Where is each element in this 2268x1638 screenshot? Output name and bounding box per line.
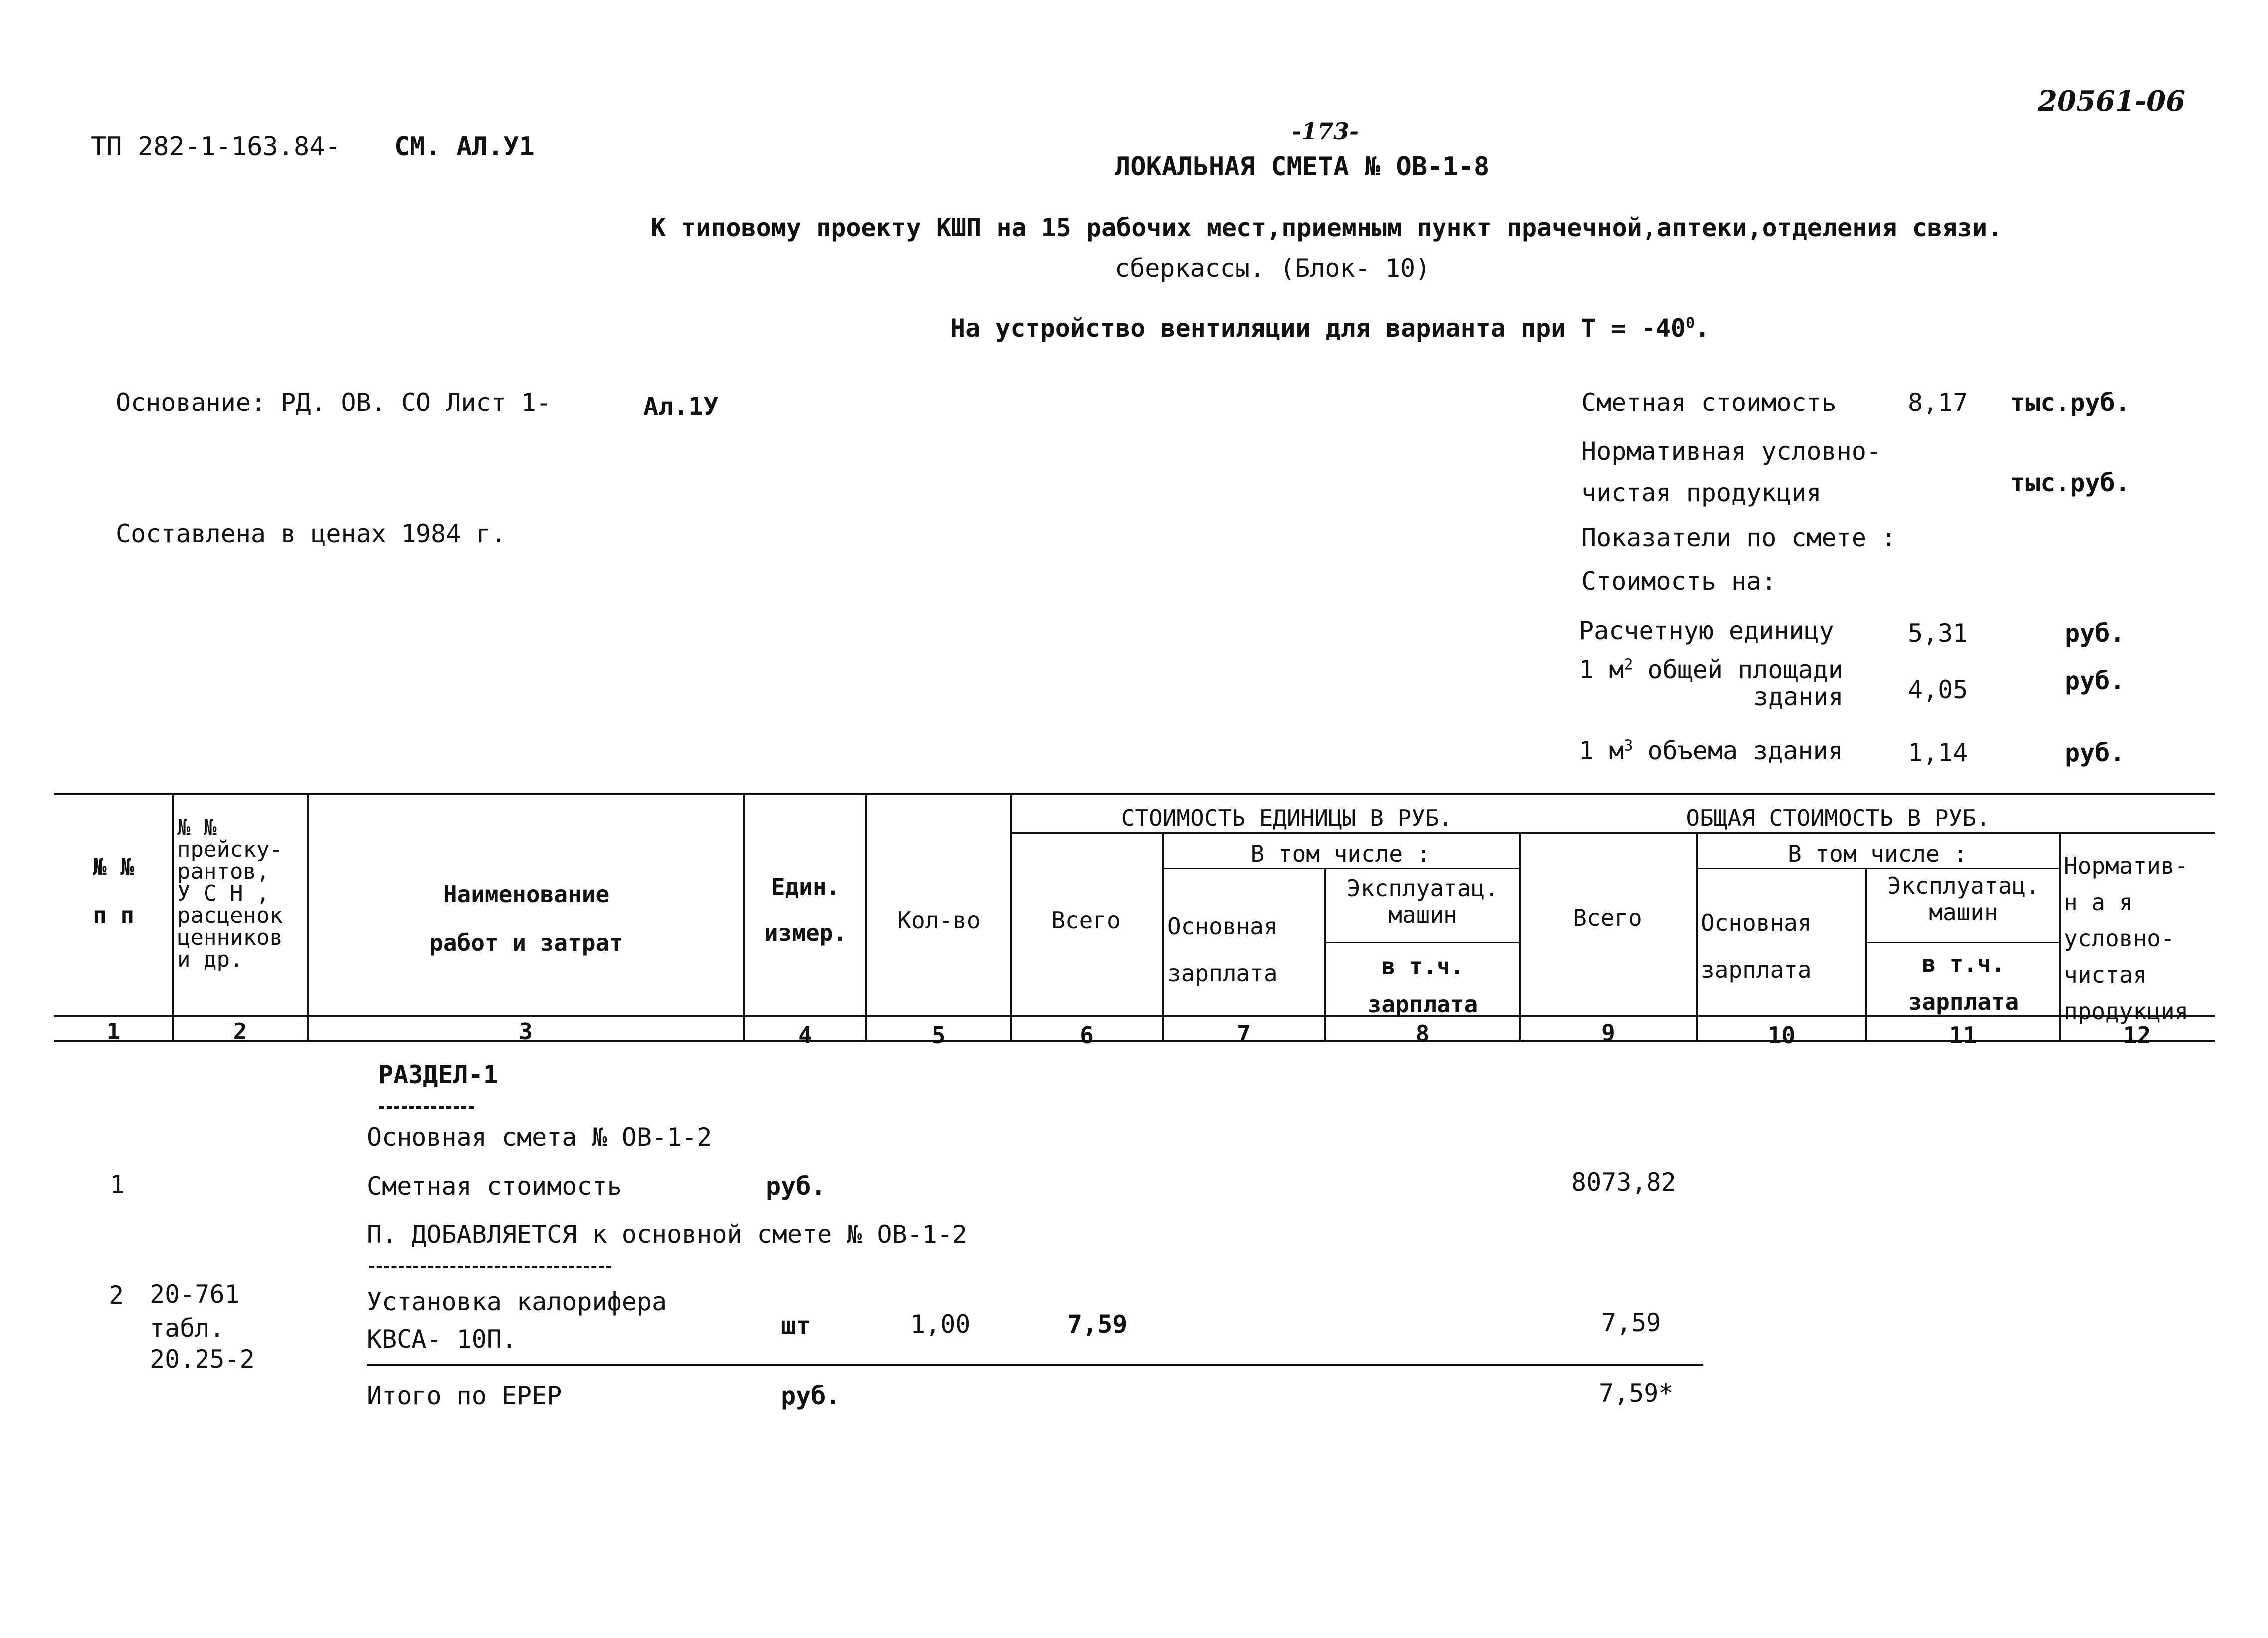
header-total-salary: Основная зарплата bbox=[1701, 909, 1812, 984]
added-label: П. ДОБАВЛЯЕТСЯ к основной смете № ОВ-1-2 bbox=[367, 1220, 968, 1249]
indicators-label: Показатели по смете : bbox=[1581, 523, 1897, 552]
area-value: 4,05 bbox=[1908, 675, 1968, 704]
row-2-unit: шт bbox=[781, 1311, 811, 1340]
header-total-total: Всего bbox=[1573, 904, 1642, 931]
row-2-code-2: табл. bbox=[150, 1314, 225, 1343]
subtitle-line-2: сберкассы. (Блок- 10) bbox=[1115, 254, 1431, 283]
unit-value: 5,31 bbox=[1908, 619, 1968, 648]
header-col-pricelist: № № прейску- рантов, У С Н , расценок ценников и др. bbox=[177, 815, 283, 972]
prices-label: Составлена в ценах 1984 г. bbox=[116, 519, 506, 548]
row-1-total: 8073,82 bbox=[1571, 1168, 1676, 1197]
summary-row-unit: руб. bbox=[781, 1381, 841, 1410]
header-col-qty: Кол-во bbox=[897, 907, 981, 934]
row-2-name-2: КВСА- 10П. bbox=[367, 1325, 517, 1354]
subtotal-rule bbox=[367, 1364, 1703, 1366]
header-group-unit-cost: СТОИМОСТЬ ЕДИНИЦЫ В РУБ. bbox=[1121, 805, 1453, 831]
header-unit-machine-salary: в т.ч. зарплата bbox=[1367, 953, 1478, 1018]
row-1-number: 1 bbox=[110, 1170, 125, 1199]
archive-number: 20561-06 bbox=[2038, 85, 2185, 118]
column-number-11: 11 bbox=[1949, 1022, 1977, 1049]
row-2-name-1: Установка калорифера bbox=[367, 1287, 667, 1316]
column-number-5: 5 bbox=[931, 1022, 946, 1049]
doc-reference: СМ. АЛ.У1 bbox=[394, 132, 535, 162]
column-number-6: 6 bbox=[1080, 1022, 1094, 1049]
summary-row-total: 7,59* bbox=[1599, 1379, 1674, 1408]
subtitle-line-3-text: На устройство вентиляции для варианта при Т = -40 bbox=[950, 314, 1686, 343]
header-unit-incl: В том числе : bbox=[1250, 840, 1431, 867]
volume-label bbox=[1579, 738, 1843, 763]
norm-unit: тыс.руб. bbox=[2010, 468, 2130, 497]
section-underline bbox=[379, 1106, 474, 1109]
header-col-unit: Един. измер. bbox=[764, 873, 847, 946]
subtitle-line-1: К типовому проекту КШП на 15 рабочих мест,приемным пункт прачечной,аптеки,отделения связи. bbox=[651, 213, 2003, 242]
header-col-number: № № п п bbox=[92, 853, 135, 929]
header-col-norm-product: Норматив- н а я условно- чистая продукция bbox=[2064, 852, 2189, 1024]
volume-value: 1,14 bbox=[1908, 738, 1968, 767]
basis-label: Основание: РД. ОВ. СО Лист 1- bbox=[116, 388, 551, 417]
volume-unit: руб. bbox=[2065, 738, 2125, 767]
volume-label-2: объема здания bbox=[1633, 736, 1843, 765]
area-label bbox=[1579, 657, 1843, 682]
header-unit-machines: Эксплуатац. машин bbox=[1347, 875, 1499, 928]
column-number-2: 2 bbox=[233, 1018, 247, 1045]
added-underline bbox=[369, 1266, 611, 1268]
cost-label: Сметная стоимость bbox=[1581, 388, 1837, 417]
page-title: ЛОКАЛЬНАЯ СМЕТА № ОВ-1-8 bbox=[1115, 152, 1490, 182]
row-1-unit: руб. bbox=[766, 1172, 826, 1201]
subtitle-line-3-end: . bbox=[1695, 314, 1710, 343]
area-label-3: здания bbox=[1753, 682, 1844, 711]
row-2-unit-total: 7,59 bbox=[1067, 1310, 1128, 1339]
header-unit-salary: Основная зарплата bbox=[1167, 913, 1278, 987]
area-label-1: 1 м bbox=[1579, 655, 1624, 684]
header-total-machines: Эксплуатац. машин bbox=[1887, 872, 2040, 926]
column-number-4: 4 bbox=[798, 1022, 812, 1049]
header-total-incl: В том числе : bbox=[1787, 840, 1968, 867]
row-2-code-3: 20.25-2 bbox=[150, 1345, 255, 1374]
base-estimate-label: Основная смета № ОВ-1-2 bbox=[367, 1123, 712, 1152]
column-number-1: 1 bbox=[106, 1018, 121, 1045]
column-number-10: 10 bbox=[1767, 1022, 1796, 1049]
column-number-9: 9 bbox=[1601, 1020, 1615, 1046]
row-2-qty: 1,00 bbox=[910, 1310, 971, 1339]
row-2-total: 7,59 bbox=[1601, 1308, 1661, 1337]
subtitle-line-3 bbox=[950, 316, 1710, 341]
area-unit: руб. bbox=[2065, 666, 2125, 695]
header-unit-total: Всего bbox=[1051, 907, 1121, 934]
norm-label-2: чистая продукция bbox=[1581, 478, 1822, 507]
norm-label-1: Нормативная условно- bbox=[1581, 437, 1882, 466]
header-total-machine-salary: в т.ч. зарплата bbox=[1908, 950, 2019, 1015]
section-title: РАЗДЕЛ-1 bbox=[378, 1060, 498, 1089]
row-2-code-1: 20-761 bbox=[150, 1280, 240, 1309]
doc-code: ТП 282-1-163.84- bbox=[91, 132, 341, 162]
row-2-number: 2 bbox=[109, 1281, 124, 1310]
page-mark: -173- bbox=[1292, 118, 1359, 145]
header-col-name: Наименование работ и затрат bbox=[429, 881, 623, 956]
unit-unit: руб. bbox=[2065, 619, 2125, 648]
summary-row-name: Итого по ЕРЕР bbox=[367, 1381, 562, 1410]
row-1-name: Сметная стоимость bbox=[367, 1172, 622, 1201]
volume-sup: 3 bbox=[1624, 737, 1633, 755]
cost-value: 8,17 bbox=[1908, 388, 1968, 417]
area-sup: 2 bbox=[1624, 656, 1633, 674]
area-label-2: общей площади bbox=[1633, 655, 1843, 684]
volume-label-1: 1 м bbox=[1579, 736, 1624, 765]
cost-unit: тыс.руб. bbox=[2010, 388, 2130, 417]
column-number-8: 8 bbox=[1415, 1021, 1430, 1047]
cost-per-label: Стоимость на: bbox=[1581, 567, 1777, 596]
header-group-total-cost: ОБЩАЯ СТОИМОСТЬ В РУБ. bbox=[1686, 805, 1990, 831]
degree-sup: 0 bbox=[1686, 314, 1695, 332]
column-number-3: 3 bbox=[519, 1018, 533, 1045]
column-number-7: 7 bbox=[1237, 1021, 1251, 1047]
basis-ref: Ал.1У bbox=[643, 392, 719, 421]
column-number-12: 12 bbox=[2123, 1022, 2151, 1049]
unit-label: Расчетную единицу bbox=[1579, 616, 1834, 645]
